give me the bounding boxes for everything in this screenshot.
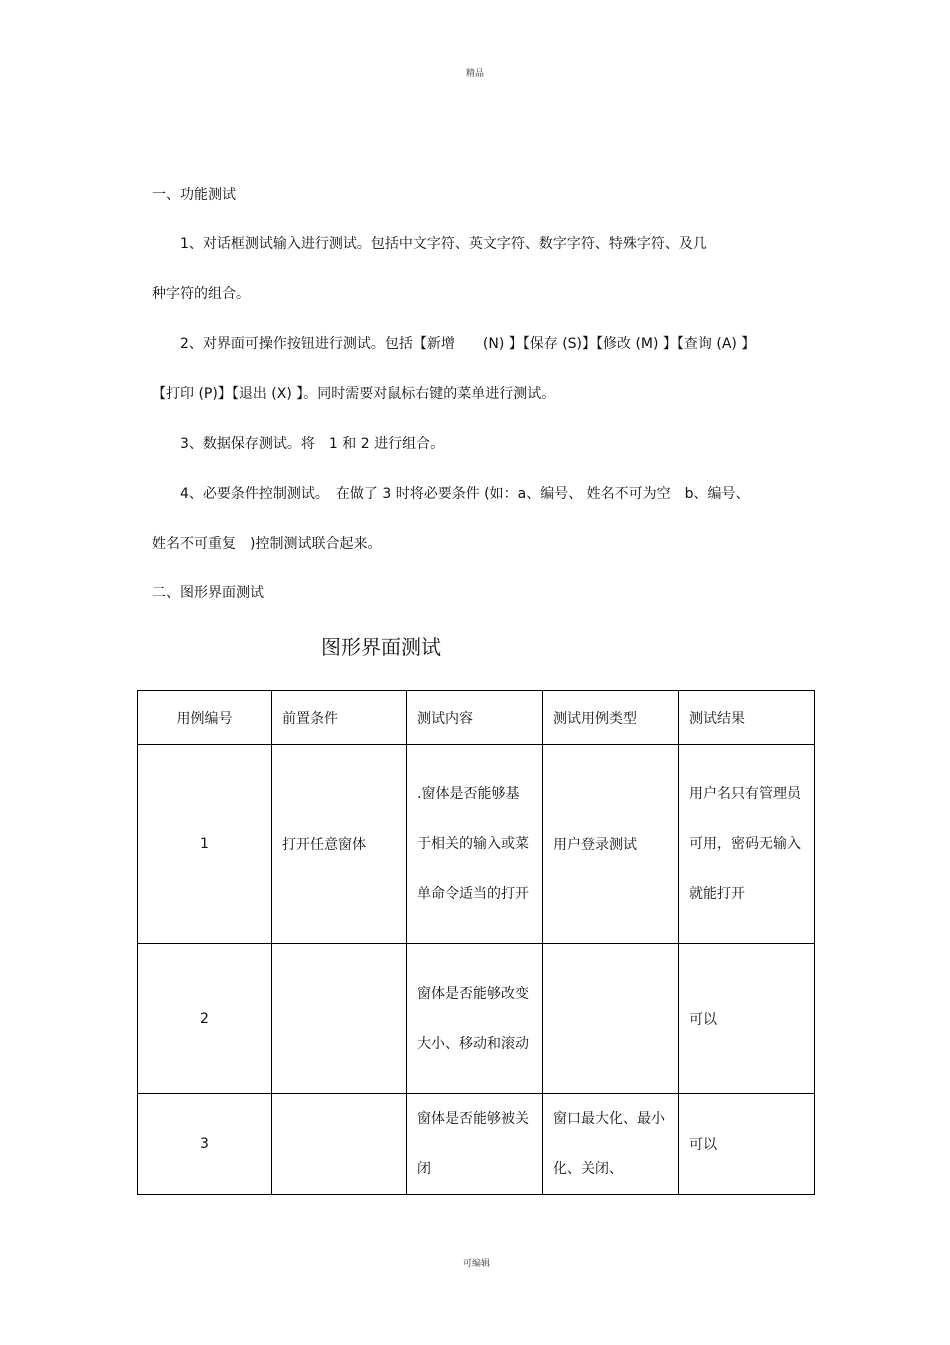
page-header: 精品 bbox=[466, 69, 485, 79]
cell-test-type: 用户登录测试 bbox=[543, 745, 679, 944]
table-row bbox=[138, 944, 815, 1094]
cell-test-content: 窗体是否能够被关闭 bbox=[407, 1094, 543, 1195]
table-title: 图形界面测试 bbox=[321, 635, 441, 659]
header-test-result: 测试结果 bbox=[679, 691, 815, 745]
paragraph-2-line-1: 2、对界面可操作按钮进行测试。包括【新增 (N) 】【保存 (S)】【修改 (M) 】【查询 (A) 】 bbox=[180, 336, 756, 352]
table-header-row bbox=[138, 691, 815, 745]
section-heading-2: 二、图形界面测试 bbox=[152, 585, 264, 601]
header-case-id: 用例编号 bbox=[138, 691, 272, 745]
paragraph-3: 3、数据保存测试。将 1 和 2 进行组合。 bbox=[180, 436, 445, 452]
header-precondition: 前置条件 bbox=[272, 691, 407, 745]
cell-precondition: 打开任意窗体 bbox=[272, 745, 407, 944]
page-footer: 可编辑 bbox=[463, 1259, 491, 1269]
header-test-type: 测试用例类型 bbox=[543, 691, 679, 745]
cell-precondition bbox=[272, 944, 407, 1094]
table-row bbox=[138, 1094, 815, 1195]
cell-case-id: 3 bbox=[138, 1094, 272, 1195]
header-test-content: 测试内容 bbox=[407, 691, 543, 745]
test-case-table bbox=[137, 690, 815, 1195]
cell-test-type bbox=[543, 944, 679, 1094]
cell-test-type: 窗口最大化、最小化、关闭、 bbox=[543, 1094, 679, 1195]
cell-case-id: 2 bbox=[138, 944, 272, 1094]
cell-test-result: 用户名只有管理员可用，密码无输入就能打开 bbox=[679, 745, 815, 944]
table-row bbox=[138, 745, 815, 944]
paragraph-4-line-2: 姓名不可重复 )控制测试联合起来。 bbox=[152, 536, 382, 552]
cell-precondition bbox=[272, 1094, 407, 1195]
cell-test-result: 可以 bbox=[679, 944, 815, 1094]
cell-test-content: .窗体是否能够基于相关的输入或菜单命令适当的打开 bbox=[407, 745, 543, 944]
paragraph-4-line-1: 4、必要条件控制测试。 在做了 3 时将必要条件 (如：a、编号、 姓名不可为空 b、编号、 bbox=[180, 486, 750, 502]
cell-case-id: 1 bbox=[138, 745, 272, 944]
section-heading-1: 一、功能测试 bbox=[152, 187, 236, 203]
paragraph-1-line-1: 1、对话框测试输入进行测试。包括中文字符、英文字符、数字字符、特殊字符、及几 bbox=[180, 236, 707, 252]
cell-test-content: 窗体是否能够改变大小、移动和滚动 bbox=[407, 944, 543, 1094]
paragraph-1-line-2: 种字符的组合。 bbox=[152, 286, 250, 302]
paragraph-2-line-2: 【打印 (P)】【退出 (X) 】。同时需要对鼠标右键的菜单进行测试。 bbox=[152, 386, 556, 402]
cell-test-result: 可以 bbox=[679, 1094, 815, 1195]
